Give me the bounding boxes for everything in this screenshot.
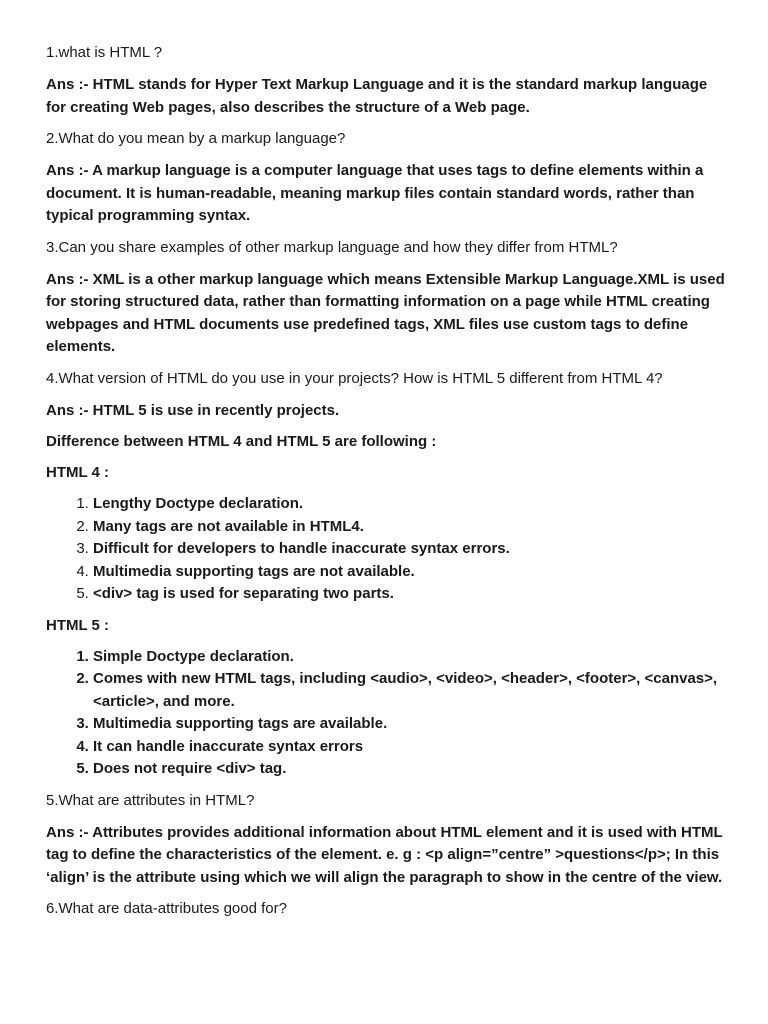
html5-list-item: 3. Multimedia supporting tags are available. (93, 713, 728, 736)
answer-3: Ans :- XML is a other markup language which means Extensible Markup Language.XML is used for storing structured data, rather than formatting information on a page while HTML creating webpages and HTML documents use predefined tags, XML files use custom tags to define elements. (46, 270, 725, 355)
answer-2: Ans :- A markup language is a computer language that uses tags to define elements within a document. It is human-readable, meaning markup files contain standard words, rather than typical programming syntax. (46, 162, 704, 224)
html4-list-item: 5. <div> tag is used for separating two parts. (93, 583, 728, 606)
html5-list-item: 4. It can handle inaccurate syntax errors (93, 736, 728, 759)
html5-list (46, 646, 728, 781)
question-3: 3.Can you share examples of other markup language and how they differ from HTML? (46, 238, 618, 256)
html4-heading: HTML 4 : (46, 464, 110, 481)
html5-list-item: 2. Comes with new HTML tags, including <audio>, <video>, <header>, <footer>, <canvas>, <article>, and more. (93, 668, 728, 713)
html5-list-item: 5. Does not require <div> tag. (93, 758, 728, 781)
question-5: 5.What are attributes in HTML? (46, 791, 255, 809)
answer-4: Ans :- HTML 5 is use in recently projects. (46, 401, 340, 419)
question-6: 6.What are data-attributes good for? (46, 900, 287, 917)
html5-heading: HTML 5 : (46, 616, 110, 634)
question-2: 2.What do you mean by a markup language? (46, 130, 346, 147)
question-1: 1.what is HTML ? (46, 44, 163, 61)
answer-5: Ans :- Attributes provides additional information about HTML element and it is used with HTML tag to define the characteristics of the element. e. g : <p align=”centre” >questions</p>; In this ‘align’ is the attribute using which we will align the paragraph to show in the centre of the view. (46, 823, 723, 886)
difference-heading: Difference between HTML 4 and HTML 5 are following : (46, 433, 437, 450)
html4-list (46, 493, 728, 606)
html4-list-item: 4. Multimedia supporting tags are not available. (93, 561, 728, 584)
question-4: 4.What version of HTML do you use in your projects? How is HTML 5 different from HTML 4? (46, 369, 663, 387)
html4-list-item: 1. Lengthy Doctype declaration. (93, 493, 728, 516)
html5-list-item: 1. Simple Doctype declaration. (93, 646, 728, 669)
html4-list-item: 2. Many tags are not available in HTML4. (93, 516, 728, 539)
answer-1: Ans :- HTML stands for Hyper Text Markup Language and it is the standard markup language for creating Web pages, also describes the structure of a Web page. (46, 76, 708, 116)
html4-list-item: 3. Difficult for developers to handle inaccurate syntax errors. (93, 538, 728, 561)
